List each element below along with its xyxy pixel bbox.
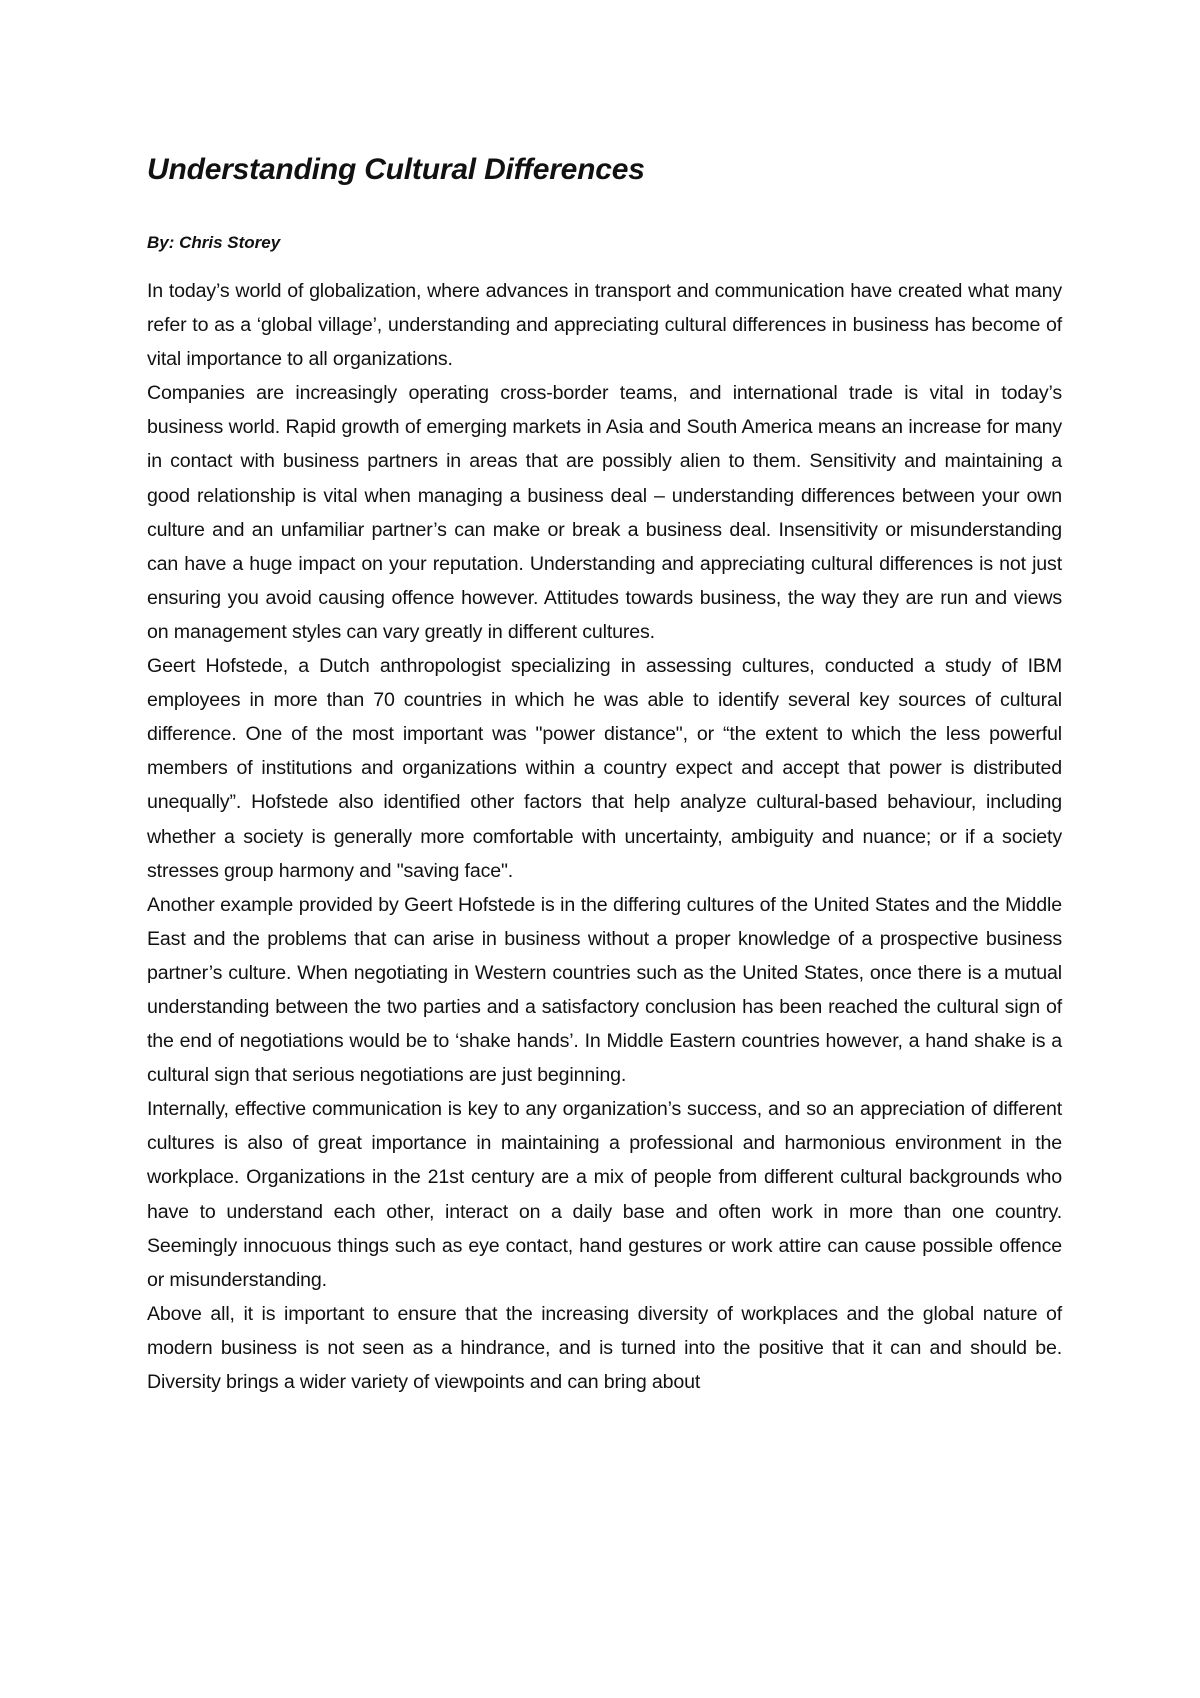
paragraph-diversity: Above all, it is important to ensure that the increasing diversity of workplaces and the global nature of modern business is not seen as a hindrance, and is turned into the positive that it can and should be. Diversity brings a wider variety of viewpoints and can bring about — [147, 1302, 1062, 1393]
author-byline: By: Chris Storey — [147, 233, 281, 252]
page-title: Understanding Cultural Differences — [147, 153, 645, 186]
paragraph-globalization: In today’s world of globalization, where advances in transport and communication have created what many refer to as a ‘global village’, understanding and appreciating cultural differences in business has become of vital importance to all organizations. — [147, 280, 1062, 371]
document-content — [147, 150, 1062, 1399]
paragraph-internal-communication: Internally, effective communication is key to any organization’s success, and so an appreciation of different cultures is also of great importance in maintaining a professional and harmonious environment in the workplace. Organizations in the 21st century are a mix of people from different cultural backgrounds who have to understand each other, interact on a daily base and often work in more than one country. Seemingly innocuous things such as eye contact, hand gestures or work attire can cause possible offence or misunderstanding. — [147, 1098, 1062, 1291]
paragraph-cross-border: Companies are increasingly operating cross-border teams, and international trade is vital in today’s business world. Rapid growth of emerging markets in Asia and South America means an increase for many in contact with business partners in areas that are possibly alien to them. Sensitivity and maintaining a good relationship is vital when managing a business deal – understanding differences between your own culture and an unfamiliar partner’s can make or break a business deal. Insensitivity or misunderstanding can have a huge impact on your reputation. Understanding and appreciating cultural differences is not just ensuring you avoid causing offence however. Attitudes towards business, the way they are run and views on management styles can vary greatly in different cultures. — [147, 382, 1062, 643]
document-body — [147, 274, 1062, 1399]
paragraph-us-middle-east: Another example provided by Geert Hofstede is in the differing cultures of the United States and the Middle East and the problems that can arise in business without a proper knowledge of a prospective business partner’s culture. When negotiating in Western countries such as the United States, once there is a mutual understanding between the two parties and a satisfactory conclusion has been reached the cultural sign of the end of negotiations would be to ‘shake hands’. In Middle Eastern countries however, a hand shake is a cultural sign that serious negotiations are just beginning. — [147, 893, 1062, 1087]
paragraph-hofstede: Geert Hofstede, a Dutch anthropologist specializing in assessing cultures, conducted a study of IBM employees in more than 70 countries in which he was able to identify several key sources of cultural difference. One of the most important was "power distance", or “the extent to which the less powerful members of institutions and organizations within a country expect and accept that power is distributed unequally”. Hofstede also identified other factors that help analyze cultural-based behaviour, including whether a society is generally more comfortable with uncertainty, ambiguity and nuance; or if a society stresses group harmony and "saving face". — [147, 655, 1062, 882]
